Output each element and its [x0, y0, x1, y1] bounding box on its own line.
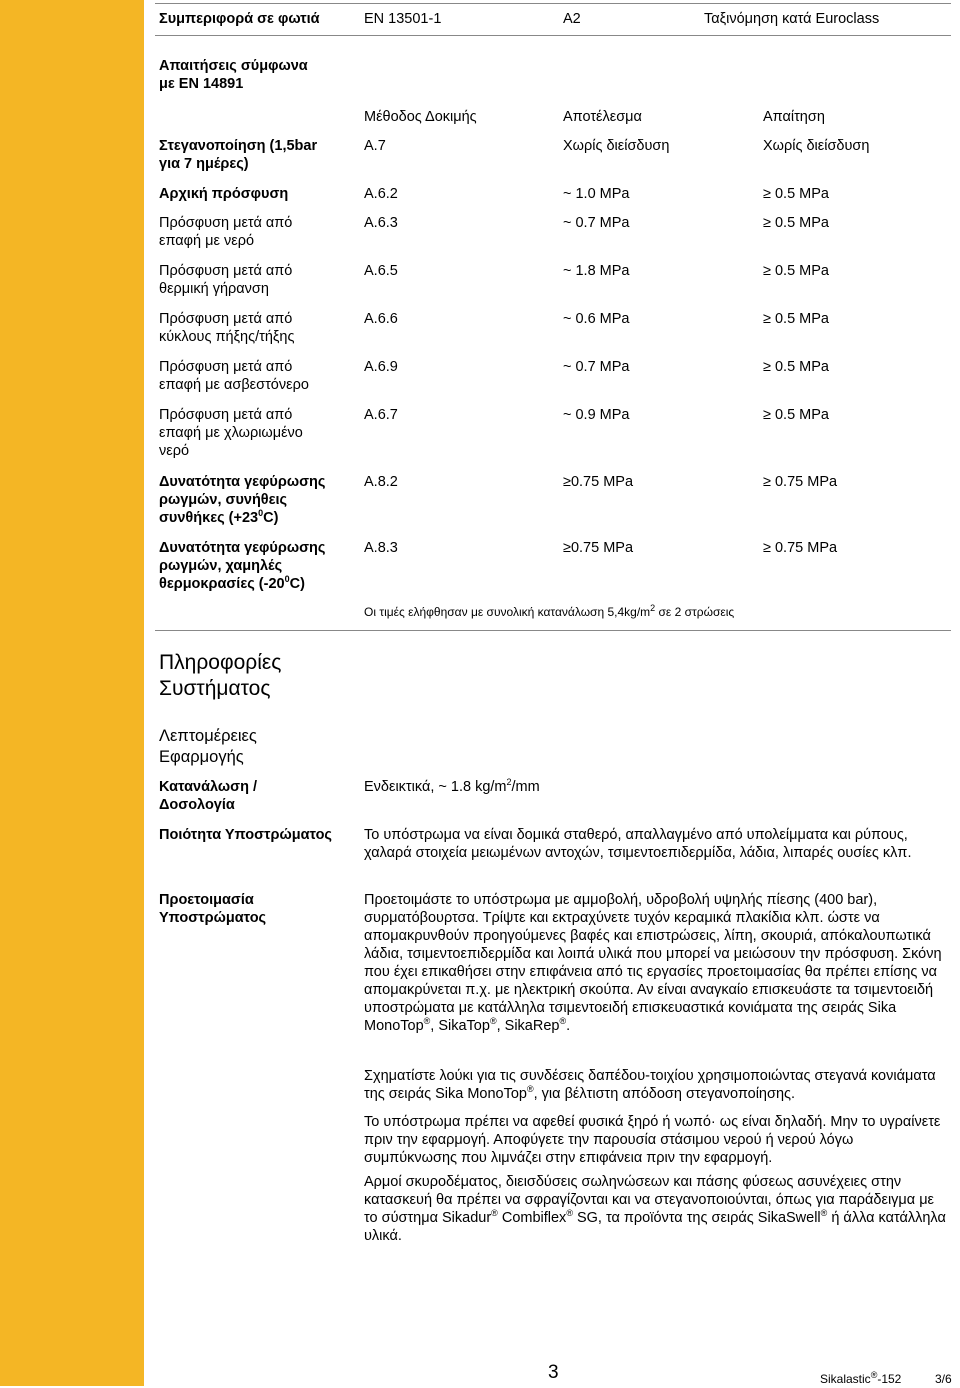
substrate-quality-label: Ποιότητα Υποστρώματος [159, 827, 332, 843]
row-label: Πρόσφυση μετά από επαφή με χλωριωμένο νερό [159, 407, 303, 459]
system-heading: Πληροφορίες Συστήματος [159, 651, 282, 700]
fire-note: Ταξινόμηση κατά Euroclass [704, 11, 880, 27]
initial-method: A.6.2 [364, 186, 398, 202]
top-rule [155, 3, 951, 4]
row-label: Πρόσφυση μετά από επαφή με ασβεστόνερο [159, 359, 309, 393]
row-result: ~ 1.8 MPa [563, 263, 630, 279]
header-method: Μέθοδος Δοκιμής [364, 109, 477, 125]
row-requirement: ≥ 0.5 MPa [763, 311, 829, 327]
row-label: Πρόσφυση μετά από επαφή με νερό [159, 215, 293, 249]
crack-normal-method: A.8.2 [364, 474, 398, 490]
crack-normal-result: ≥0.75 MPa [563, 474, 634, 490]
requirements-title: Απαιτήσεις σύμφωνα με EN 14891 [159, 58, 308, 92]
initial-label: Αρχική πρόσφυση [159, 186, 289, 202]
waterproof-method: A.7 [364, 138, 386, 154]
row-method: A.6.5 [364, 263, 398, 279]
row-result: ~ 0.7 MPa [563, 359, 630, 375]
initial-result: ~ 1.0 MPa [563, 186, 630, 202]
yellow-sidebar [0, 0, 144, 1386]
waterproof-result: Χωρίς διείσδυση [563, 138, 670, 154]
application-heading: Λεπτομέρειες Εφαρμογής [159, 727, 257, 766]
substrate-quality-text: Το υπόστρωμα να είναι δομικά σταθερό, απαλλαγμένο από υπολείμματα και ρύπους, χαλαρά στοιχεία μειωμένων αντοχών, τσιμεντοεπιδερμίδα, λάδια, λιπαρές ουσίες κλπ. [364, 827, 912, 861]
substrate-prep-label: Προετοιμασία Υποστρώματος [159, 892, 267, 926]
initial-requirement: ≥ 0.5 MPa [763, 186, 829, 202]
substrate-prep-p1: Προετοιμάστε το υπόστρωμα με αμμοβολή, υδροβολή υψηλής πίεσης (400 bar), συρματόβουρτσα. Τρίψτε και εκτραχύνετε τυχόν κεραμικά πλακίδια κλπ. ώστε να απομακρυνθούν προηγούμενες βαφές και επιστρώσεις, λίπη, σκουριά, απόκαλουπωτικά λάδια, τσιμεντοεπιδερμίδα και λοιπά υλικά που μπορεί να μειώσουν την πρόσφυση. Σκόνη που έχει επικαθήσει στην επιφάνεια από τις εργασίες προετοιμασίας θα πρέπει επίσης να απομακρύνεται π.χ. με ηλεκτρική σκούπα. Αν είναι αναγκαίο επισκευάστε τα τσιμεντοειδή υποστρώματα με κατάλληλα τσιμεντοειδή επισκευαστικά κονιάματα της σειράς Sika MonoTop®, SikaTop®, SikaRep®. [364, 892, 942, 1034]
header-result: Αποτέλεσμα [563, 109, 642, 125]
section-rule [155, 630, 951, 631]
crack-low-result: ≥0.75 MPa [563, 540, 634, 556]
page-of: 3/6 [935, 1372, 952, 1386]
crack-low-method: A.8.3 [364, 540, 398, 556]
row-requirement: ≥ 0.5 MPa [763, 359, 829, 375]
row-requirement: ≥ 0.5 MPa [763, 263, 829, 279]
row-requirement: ≥ 0.5 MPa [763, 407, 829, 423]
substrate-prep-p2: Σχηματίστε λούκι για τις συνδέσεις δαπέδου-τοιχίου χρησιμοποιώντας στεγανά κονιάματα της σειράς Sika MonoTop®, για βέλτιστη απόδοση στεγανοποίησης. [364, 1068, 936, 1102]
row-requirement: ≥ 0.5 MPa [763, 215, 829, 231]
crack-normal-requirement: ≥ 0.75 MPa [763, 474, 838, 490]
crack-low-requirement: ≥ 0.75 MPa [763, 540, 838, 556]
header-requirement: Απαίτηση [763, 109, 825, 125]
fire-label: Συμπεριφορά σε φωτιά [159, 11, 320, 27]
waterproof-requirement: Χωρίς διείσδυση [763, 138, 870, 154]
row-label: Πρόσφυση μετά από κύκλους πήξης/τήξης [159, 311, 295, 345]
product-name: Sikalastic®-152 [820, 1370, 902, 1386]
substrate-prep-p4: Αρμοί σκυροδέματος, διεισδύσεις σωληνώσεων και πάσης φύσεως ασυνέχειες στην κατασκευή θα πρέπει να σφραγίζονται και να στεγανοποιούνται, όπως για παράδειγμα με το σύστημα Sikadur® Combiflex® SG, τα προϊόντα της σειράς SikaSwell® ή άλλα κατάλληλα υλικά. [364, 1174, 946, 1244]
fire-class: A2 [563, 11, 581, 27]
row-result: ~ 0.9 MPa [563, 407, 630, 423]
waterproof-label: Στεγανοποίηση (1,5bar για 7 ημέρες) [159, 138, 318, 172]
row-result: ~ 0.6 MPa [563, 311, 630, 327]
crack-normal-label: Δυνατότητα γεφύρωσης ρωγμών, συνήθεις συνθήκες $(+23^0C)$ [159, 474, 326, 526]
row-method: A.6.7 [364, 407, 398, 423]
consumption-label: Κατανάλωση / Δοσολογία [159, 779, 257, 813]
row-method: A.6.3 [364, 215, 398, 231]
fire-standard: EN 13501-1 [364, 11, 442, 27]
consumption-value: Ενδεικτικά, ~ 1.8 $kg/m^2/mm$ [364, 777, 540, 795]
row-label: Πρόσφυση μετά από θερμική γήρανση [159, 263, 293, 297]
substrate-prep-p3: Το υπόστρωμα πρέπει να αφεθεί φυσικά ξηρό ή νωπό· ως είναι δηλαδή. Μην το υγραίνετε πριν την εφαρμογή. Αποφύγετε την παρουσία στάσιμου νερού ή νερού λόγω συμπύκνωσης που λιμνάζει στην επιφάνεια πριν την εφαρμογή. [364, 1114, 941, 1166]
values-footnote: Οι τιμές ελήφθησαν με συνολική κατανάλωση $5,4kg/m^2$ σε 2 στρώσεις [364, 603, 735, 619]
fire-rule [155, 35, 951, 36]
row-method: A.6.9 [364, 359, 398, 375]
crack-low-label: Δυνατότητα γεφύρωσης ρωγμών, χαμηλές θερμοκρασίες $(-20^0C)$ [159, 540, 326, 592]
page-number: 3 [548, 1362, 559, 1383]
row-result: ~ 0.7 MPa [563, 215, 630, 231]
row-method: A.6.6 [364, 311, 398, 327]
